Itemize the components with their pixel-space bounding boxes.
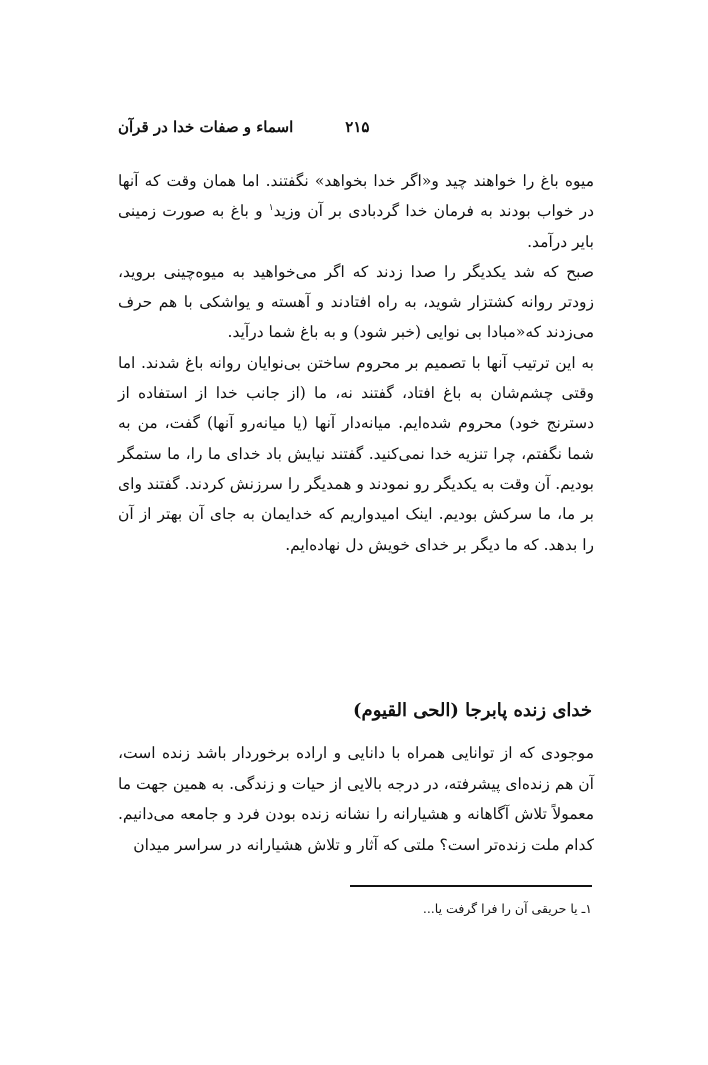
body-text xyxy=(118,166,594,560)
footnote-reference: ۱ xyxy=(268,203,274,214)
footnote-text: ۱ـ یا حریقی آن را فرا گرفت یا... xyxy=(422,901,592,916)
paragraph-2: صبح که شد یکدیگر را صدا زدند که اگر می‌خواهید به میوه‌چینی بروید، زودتر روانه کشتزار شوید، به راه افتادند و آهسته و یواشکی با هم حرف می‌زدند که«مبادا بی نوایی (خبر شود) و به باغ شما درآید. xyxy=(118,262,594,342)
page-number: ۲۱۵ xyxy=(345,118,370,136)
footnote-divider xyxy=(350,885,592,887)
paragraph-1-text: میوه باغ را خواهند چید و«اگر خدا بخواهد» نگفتند. اما همان وقت که آنها در خواب بودند به فرمان خدا گردبادی بر آن وزید xyxy=(118,172,594,221)
header-title: اسماء و صفات خدا در قرآن xyxy=(118,118,294,136)
section-heading: خدای زنده پابرجا (الحی القیوم) xyxy=(353,700,592,721)
running-header xyxy=(118,118,598,136)
section-paragraph: موجودی که از توانایی همراه با دانایی و اراده برخوردار باشد زنده است، آن هم زنده‌ای پیشرفته، در درجه بالایی از حیات و زندگی. به همین جهت ما معمولاً تلاش آگاهانه و هشیارانه را نشانه زنده بودن فرد و جامعه می‌دانیم. کدام ملت زنده‌تر است؟ ملتی که آثار و تلاش هشیارانه در سراسر میدان xyxy=(118,744,594,854)
paragraph-1-text-end: و باغ به صورت زمینی بایر درآمد. xyxy=(118,202,594,251)
paragraph-3: به این ترتیب آنها با تصمیم بر محروم ساختن بی‌نوایان روانه باغ شدند. اما وقتی چشم‌شان به باغ افتاد، گفتند نه، ما (از جانب خدا از استفاده از دسترنج خود) محروم شده‌ایم. میانه‌دار آنها (یا میانه‌رو آنها) گفت، من به شما نگفتم، چرا تنزیه خدا نمی‌کنید. گفتند نیایش باد خدای ما را، ما ستمگر بودیم. آن وقت به یکدیگر رو نمودند و همدیگر را سرزنش کردند. گفتند وای بر ما، ما سرکش بودیم. اینک امیدواریم که خدایمان به جای آن بهتر از آن را بدهد. که ما دیگر بر خدای خویش دل نهاده‌ایم. xyxy=(118,353,594,554)
paragraph-1 xyxy=(118,166,594,257)
